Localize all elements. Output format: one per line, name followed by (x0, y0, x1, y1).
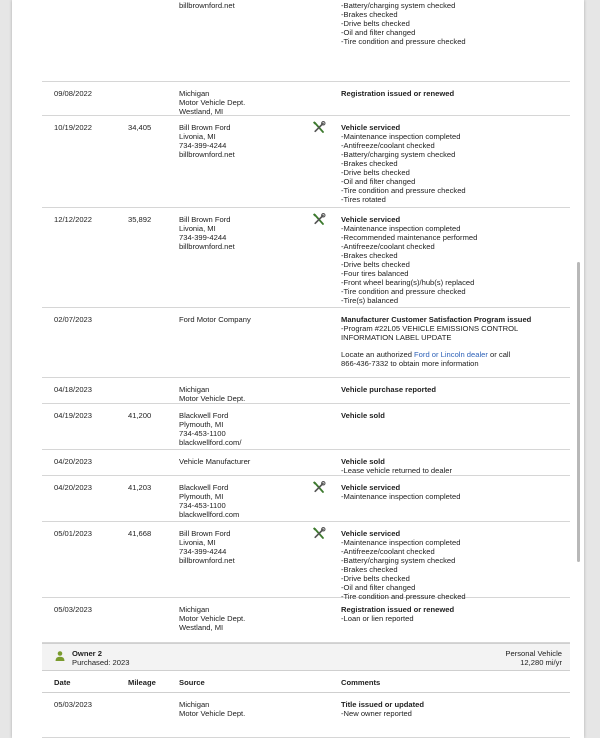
comment-detail: -Loan or lien reported (341, 614, 414, 623)
comment-detail: -Front wheel bearing(s)/hub(s) replaced (341, 278, 475, 287)
owner-vehicle-type: Personal Vehicle (505, 649, 562, 658)
source-line: 734-453-1100 (179, 501, 226, 510)
source-line: billbrownford.net (179, 556, 235, 565)
comment-title: Vehicle purchase reported (341, 385, 436, 394)
column-header-mileage: Mileage (128, 678, 156, 687)
note-text: Locate an authorized (341, 350, 415, 359)
comment-detail: -Recommended maintenance performed (341, 233, 478, 242)
row-mileage: 41,203 (128, 483, 152, 492)
comment-detail: -Drive belts checked (341, 19, 410, 28)
row-mileage: 41,200 (128, 411, 152, 420)
comment-detail: -Antifreeze/coolant checked (341, 141, 435, 150)
source-line: Vehicle Manufacturer (179, 457, 251, 466)
source-line: Motor Vehicle Dept. (179, 394, 246, 403)
row-comments (341, 457, 569, 475)
comment-detail: -Oil and filter changed (341, 28, 416, 37)
row-date: 05/03/2023 (54, 700, 93, 709)
table-row (42, 116, 570, 208)
row-comments (341, 385, 569, 394)
row-date: 05/01/2023 (54, 529, 93, 538)
table-row (42, 378, 570, 404)
row-source (179, 385, 309, 403)
table-row (42, 522, 570, 601)
history-table (42, 0, 576, 738)
row-source (179, 123, 309, 159)
comment-detail: -Maintenance inspection completed (341, 224, 461, 233)
comment-detail: -Tire(s) balanced (341, 296, 399, 305)
owner-name: Owner 2 (72, 649, 102, 658)
comment-detail: -Tire condition and pressure checked (341, 287, 466, 296)
comment-title: Vehicle sold (341, 457, 385, 466)
row-source (179, 411, 309, 447)
source-line: Westland, MI (179, 623, 224, 632)
row-date: 10/19/2022 (54, 123, 93, 132)
source-line: Plymouth, MI (179, 492, 224, 501)
source-line: Blackwell Ford (179, 483, 229, 492)
row-date: 02/07/2023 (54, 315, 93, 324)
source-line: billbrownford.net (179, 1, 235, 10)
owner-header (42, 643, 570, 671)
source-line: Michigan (179, 385, 210, 394)
source-line: billbrownford.net (179, 150, 235, 159)
comment-detail: -Maintenance inspection completed (341, 492, 461, 501)
column-header-comments: Comments (341, 678, 381, 687)
row-source (179, 457, 309, 466)
comment-title: Vehicle sold (341, 411, 385, 420)
comment-detail: -Maintenance inspection completed (341, 538, 461, 547)
comment-detail: -Brakes checked (341, 10, 398, 19)
table-row (42, 82, 570, 116)
service-wrench-icon (312, 213, 326, 227)
report-page (12, 0, 584, 738)
source-line: Plymouth, MI (179, 420, 224, 429)
service-wrench-icon (312, 121, 326, 135)
source-line: Michigan (179, 89, 210, 98)
row-mileage: 34,405 (128, 123, 152, 132)
comment-detail: -Tire condition and pressure checked (341, 37, 466, 46)
dealer-note (341, 350, 569, 368)
comment-detail: -Maintenance inspection completed (341, 132, 461, 141)
row-date: 04/20/2023 (54, 457, 93, 466)
row-comments (341, 483, 569, 501)
comment-title: Manufacturer Customer Satisfaction Program issued (341, 315, 532, 324)
comment-title: Vehicle serviced (341, 483, 401, 492)
row-date: 05/03/2023 (54, 605, 93, 614)
source-line: billbrownford.net (179, 242, 235, 251)
source-line: blackwellford.com/ (179, 438, 242, 447)
table-row (42, 308, 570, 378)
owner-usage: 12,280 mi/yr (520, 658, 562, 667)
table-row (42, 404, 570, 450)
source-line: Michigan (179, 605, 210, 614)
table-row (42, 476, 570, 522)
source-line: Motor Vehicle Dept. (179, 98, 246, 107)
comment-detail: -Oil and filter changed (341, 177, 416, 186)
row-source (179, 1, 309, 10)
row-date: 04/18/2023 (54, 385, 93, 394)
comment-title: Vehicle serviced (341, 123, 401, 132)
source-line: Livonia, MI (179, 224, 216, 233)
table-row (42, 598, 570, 643)
source-line: Michigan (179, 700, 210, 709)
row-comments (341, 1, 569, 46)
owner-purchased: Purchased: 2023 (72, 658, 130, 667)
comment-detail: -Battery/charging system checked (341, 556, 456, 565)
row-date: 09/08/2022 (54, 89, 93, 98)
comment-detail: INFORMATION LABEL UPDATE (341, 333, 452, 342)
note-text: 866-436-7332 to obtain more information (341, 359, 479, 368)
row-source (179, 700, 309, 718)
row-comments (341, 411, 569, 420)
source-line: Bill Brown Ford (179, 123, 231, 132)
source-line: Blackwell Ford (179, 411, 229, 420)
table-header (42, 671, 570, 693)
row-date: 04/20/2023 (54, 483, 93, 492)
comment-title: Registration issued or renewed (341, 89, 455, 98)
source-line: 734-399-4244 (179, 547, 227, 556)
source-line: 734-453-1100 (179, 429, 226, 438)
comment-detail: -Drive belts checked (341, 574, 410, 583)
table-row (42, 0, 570, 82)
comment-detail: -Battery/charging system checked (341, 150, 456, 159)
row-mileage: 35,892 (128, 215, 152, 224)
comment-detail: -Tire condition and pressure checked (341, 186, 466, 195)
comment-detail: -Oil and filter changed (341, 583, 416, 592)
row-comments (341, 315, 569, 368)
source-line: Westland, MI (179, 107, 224, 116)
owner-vehicle-info (505, 649, 562, 667)
table-row (42, 450, 570, 476)
source-line: Ford Motor Company (179, 315, 251, 324)
source-line: Bill Brown Ford (179, 529, 231, 538)
comment-detail: -Antifreeze/coolant checked (341, 242, 435, 251)
comment-detail: -Brakes checked (341, 251, 398, 260)
comment-detail: -Lease vehicle returned to dealer (341, 466, 453, 475)
service-wrench-icon (312, 527, 326, 541)
comment-detail: -Battery/charging system checked (341, 1, 456, 10)
source-line: 734-399-4244 (179, 233, 227, 242)
comment-detail: -Tire condition and pressure checked (341, 592, 466, 601)
comment-detail: -Program #22L05 VEHICLE EMISSIONS CONTROL (341, 324, 519, 333)
dealer-locator-link[interactable]: Ford or Lincoln dealer (414, 350, 488, 359)
row-comments (341, 89, 569, 98)
comment-detail: -Brakes checked (341, 159, 398, 168)
source-line: blackwellford.com (179, 510, 240, 519)
comment-title: Vehicle serviced (341, 529, 401, 538)
source-line: 734-399-4244 (179, 141, 227, 150)
service-wrench-icon (312, 481, 326, 495)
comment-detail: -Drive belts checked (341, 260, 410, 269)
source-line: Livonia, MI (179, 538, 216, 547)
row-source (179, 529, 309, 565)
source-line: Livonia, MI (179, 132, 216, 141)
row-mileage: 41,668 (128, 529, 152, 538)
row-comments (341, 123, 569, 204)
source-line: Motor Vehicle Dept. (179, 709, 246, 718)
comment-title: Vehicle serviced (341, 215, 401, 224)
comment-title: Title issued or updated (341, 700, 424, 709)
row-date: 04/19/2023 (54, 411, 93, 420)
source-line: Motor Vehicle Dept. (179, 614, 246, 623)
comment-detail: -Brakes checked (341, 565, 398, 574)
comment-detail: -Drive belts checked (341, 168, 410, 177)
row-comments (341, 605, 569, 623)
table-row (42, 693, 570, 738)
row-date: 12/12/2022 (54, 215, 93, 224)
comment-detail: -Four tires balanced (341, 269, 409, 278)
row-source (179, 89, 309, 116)
table-row (42, 208, 570, 308)
comment-detail: -Antifreeze/coolant checked (341, 547, 435, 556)
note-text: or call (487, 350, 511, 359)
column-header-source: Source (179, 678, 205, 687)
column-header-date: Date (54, 678, 71, 687)
row-source (179, 483, 309, 519)
row-source (179, 605, 309, 632)
row-comments (341, 529, 569, 601)
person-icon (54, 650, 66, 662)
row-source (179, 315, 309, 324)
scrollbar[interactable] (577, 262, 580, 562)
comment-detail: -Tires rotated (341, 195, 386, 204)
owner-info (72, 649, 129, 667)
source-line: Bill Brown Ford (179, 215, 231, 224)
row-comments (341, 700, 569, 718)
row-source (179, 215, 309, 251)
row-comments (341, 215, 569, 305)
comment-detail: -New owner reported (341, 709, 412, 718)
comment-title: Registration issued or renewed (341, 605, 455, 614)
